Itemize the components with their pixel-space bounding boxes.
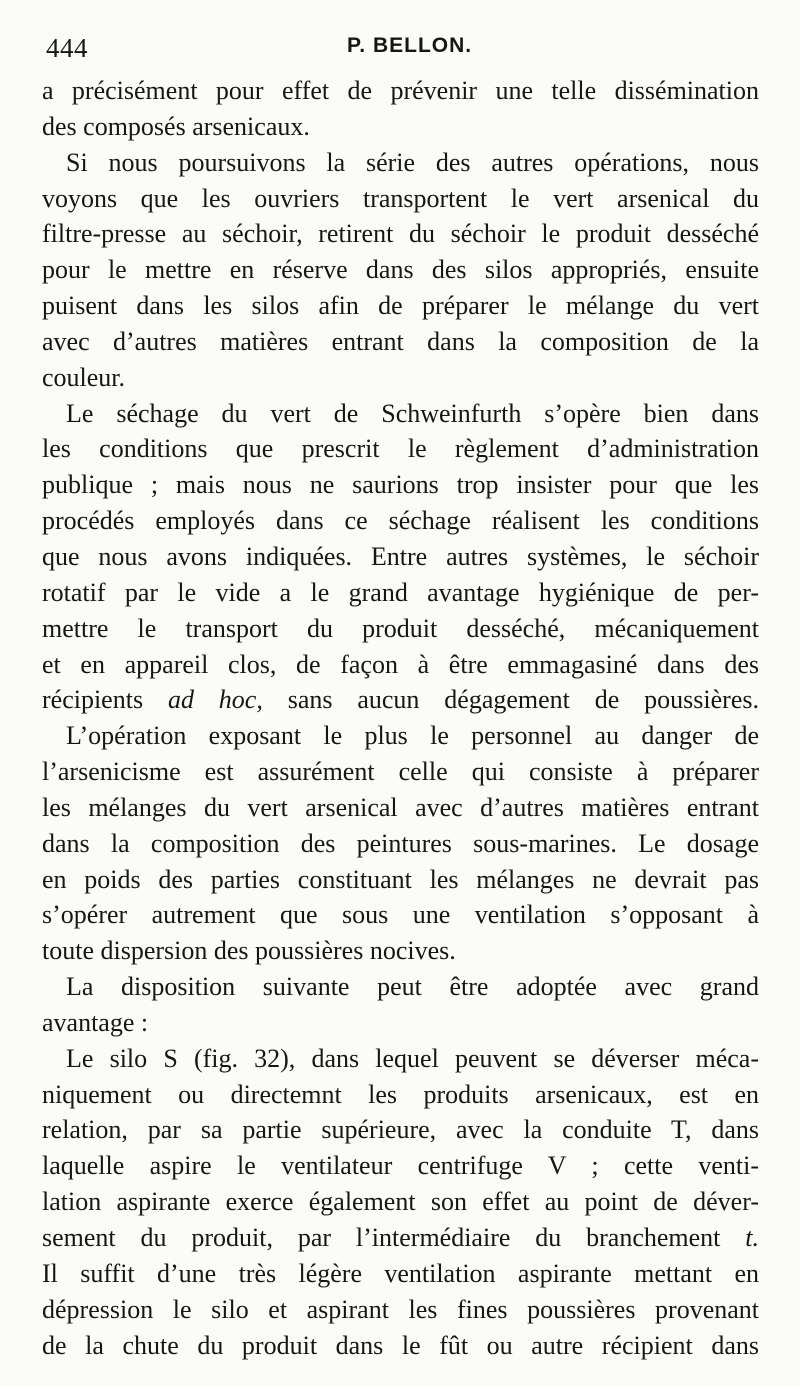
text-segment: récipients	[42, 685, 168, 715]
text-line: niquement ou directemnt les produits arsenicaux, est en	[42, 1079, 759, 1109]
italic-term: ad hoc,	[167, 685, 263, 715]
text-line: dépression le silo et aspirant les fines poussières provenant	[42, 1294, 759, 1324]
text-line: La disposition suivante peut être adoptée avec grand	[66, 972, 759, 1002]
text-line: l’arsenicisme est assurément celle qui consiste à préparer	[42, 757, 759, 787]
text-line: de la chute du produit dans le fût ou autre récipient dans	[42, 1330, 759, 1360]
text-line: s’opérer autrement que sous une ventilation s’opposant à	[42, 900, 759, 930]
text-line: les conditions que prescrit le règlement d’administration	[42, 434, 759, 464]
text-line: des composés arsenicaux.	[42, 111, 310, 141]
text-line: Si nous poursuivons la série des autres opérations, nous	[66, 147, 759, 177]
italic-term: t.	[745, 1223, 759, 1252]
text-line: relation, par sa partie supérieure, avec la conduite T, dans	[42, 1115, 759, 1145]
text-line	[42, 1220, 759, 1256]
text-line: voyons que les ouvriers transportent le vert arsenical du	[42, 183, 759, 213]
text-line: rotatif par le vide a le grand avantage hygiénique de per-	[42, 577, 759, 607]
text-line: a précisément pour effet de prévenir une telle dissémination	[42, 76, 759, 105]
text-line: procédés employés dans ce séchage réalisent les conditions	[42, 506, 759, 536]
page-number: 444	[46, 33, 88, 63]
page-header	[46, 30, 760, 70]
text-line: mettre le transport du produit desséché, mécaniquement	[42, 613, 759, 643]
text-line: laquelle aspire le ventilateur centrifuge V ; cette venti-	[42, 1151, 759, 1181]
text-line: les mélanges du vert arsenical avec d’autres matières entrant	[42, 792, 759, 822]
text-segment: sans aucun dégagement de poussières.	[262, 685, 759, 715]
running-head: P. BELLON.	[347, 34, 473, 57]
text-line: avec d’autres matières entrant dans la composition de la	[42, 326, 759, 356]
text-line: que nous avons indiquées. Entre autres systèmes, le séchoir	[42, 541, 759, 571]
text-line: avantage :	[42, 1007, 149, 1037]
text-line: publique ; mais nous ne saurions trop insister pour que les	[42, 470, 759, 500]
text-line	[42, 682, 759, 718]
text-segment: sement du produit, par l’intermédiaire du branchement	[42, 1223, 746, 1252]
body-text	[42, 73, 759, 1363]
text-line: Le séchage du vert de Schweinfurth s’opère bien dans	[66, 398, 759, 428]
text-line: pour le mettre en réserve dans des silos appropriés, ensuite	[42, 255, 759, 285]
text-line: en poids des parties constituant les mélanges ne devrait pas	[42, 864, 759, 894]
text-line: dans la composition des peintures sous-marines. Le dosage	[42, 828, 759, 858]
text-line: toute dispersion des poussières nocives.	[42, 936, 456, 966]
text-line: Il suffit d’une très légère ventilation aspirante mettant en	[42, 1258, 759, 1288]
text-line: puisent dans les silos afin de préparer le mélange du vert	[42, 291, 759, 321]
text-line: lation aspirante exerce également son effet au point de déver-	[42, 1187, 759, 1217]
text-line: couleur.	[42, 362, 126, 392]
text-line: filtre-presse au séchoir, retirent du séchoir le produit desséché	[42, 219, 759, 249]
text-line: L’opération exposant le plus le personnel au danger de	[66, 721, 759, 751]
text-line: et en appareil clos, de façon à être emmagasiné dans des	[42, 649, 759, 679]
text-line: Le silo S (fig. 32), dans lequel peuvent se déverser méca-	[66, 1043, 759, 1073]
